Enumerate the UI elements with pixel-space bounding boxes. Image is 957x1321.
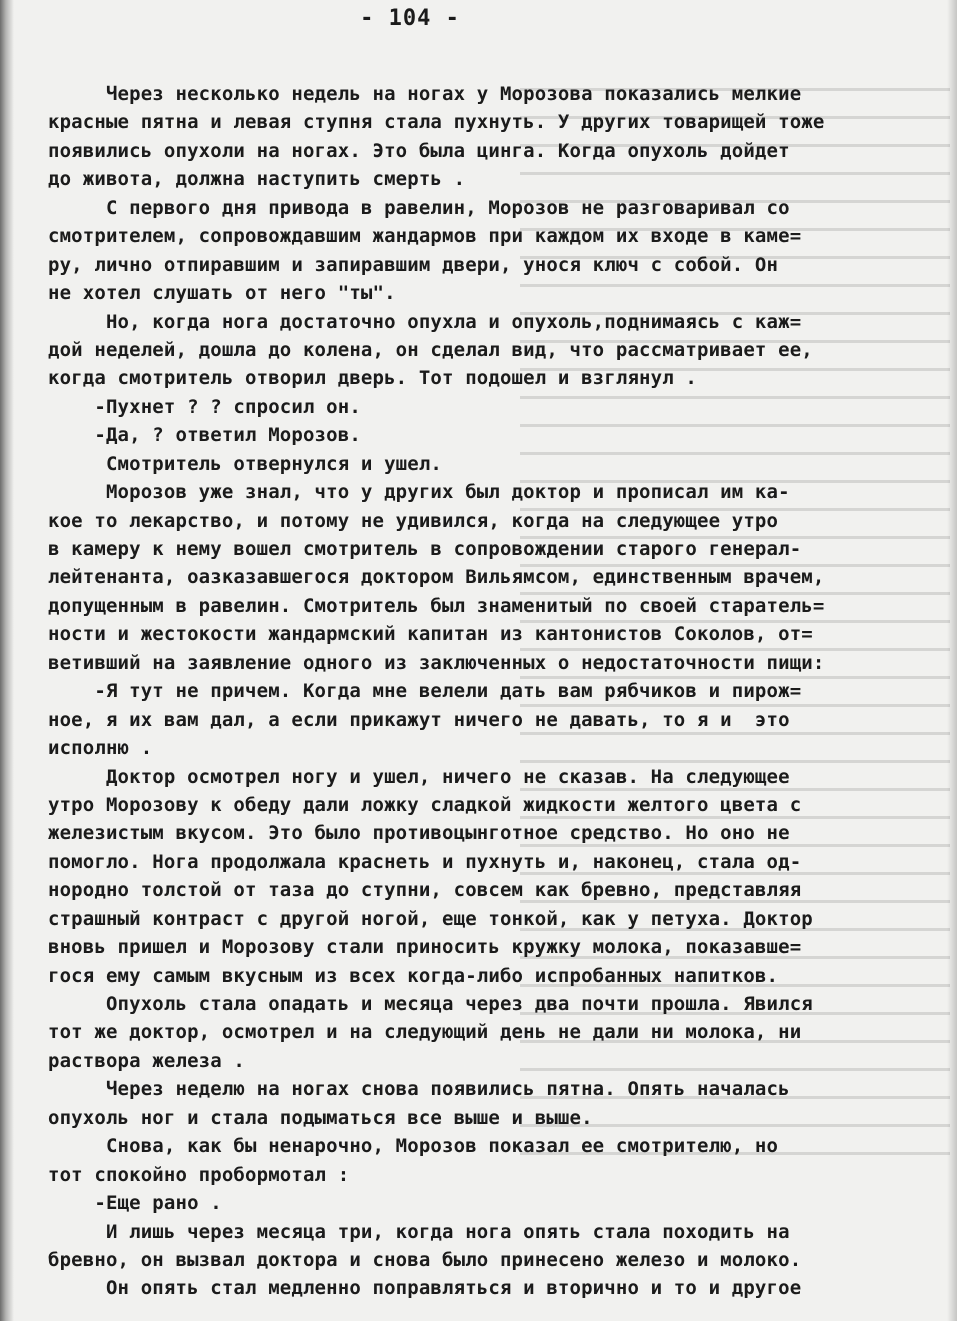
text-line: -Да, ? ответил Морозов. <box>48 424 361 447</box>
text-line: Смотритель отвернулся и ушел. <box>48 452 443 475</box>
text-line: допущенным в равелин. Смотритель был знаменитый по своей старатель= <box>48 594 825 617</box>
body-text <box>48 80 928 1303</box>
text-line: -Еще рано . <box>48 1192 222 1215</box>
page-number: - 104 - <box>360 6 460 31</box>
text-line: тот спокойно пробормотал : <box>48 1163 350 1186</box>
text-line: Он опять стал медленно поправляться и вторично и то и другое <box>48 1277 802 1300</box>
text-line: Морозов уже знал, что у других был доктор и прописал им ка- <box>48 481 790 504</box>
text-line: Через несколько недель на ногах у Морозова показались мелкие <box>48 83 802 105</box>
text-line: тот же доктор, осмотрел и на следующий день не дали ни молока, ни <box>48 1021 802 1044</box>
text-line: кое то лекарство, и потому не удивился, когда на следующее утро <box>48 509 779 532</box>
text-line: железистым вкусом. Это было противоцынготное средство. Но оно не <box>48 822 790 845</box>
text-line: ное, я их вам дал, а если прикажут ничего не давать, то я и это <box>48 708 790 731</box>
text-line: ности и жестокости жандармский капитан из кантонистов Соколов, от= <box>48 623 813 646</box>
text-line: когда смотритель отворил дверь. Тот подошел и взглянул . <box>48 367 697 390</box>
text-line: смотрителем, сопровождавшим жандармов при каждом их входе в каме= <box>48 225 802 248</box>
text-line: -Пухнет ? ? спросил он. <box>48 395 361 418</box>
text-line: раствора железа . <box>48 1049 246 1072</box>
text-line: ветивший на заявление одного из заключенных о недостаточности пищи: <box>48 651 825 674</box>
text-line: И лишь через месяца три, когда нога опять стала походить на <box>48 1220 790 1243</box>
text-line: дой неделей, дошла до колена, он сделал вид, что рассматривает ее, <box>48 338 813 361</box>
text-line: не хотел слушать от него "ты". <box>48 282 396 305</box>
text-line: исполню . <box>48 737 153 760</box>
text-line: гося ему самым вкусным из всех когда-либо испробанных напитков. <box>48 964 779 987</box>
text-line: Доктор осмотрел ногу и ушел, ничего не сказав. На следующее <box>48 765 790 788</box>
text-line: Через неделю на ногах снова появились пятна. Опять началась <box>48 1078 790 1101</box>
text-line: Но, когда нога достаточно опухла и опухоль,поднимаясь с каж= <box>48 310 802 333</box>
text-line: в камеру к нему вошел смотритель в сопровождении старого генерал- <box>48 538 802 560</box>
text-line: нородно толстой от таза до ступни, совсем как бревно, представляя <box>48 879 802 902</box>
text-line: ру, лично отпиравшим и запиравшим двери, унося ключ с собой. Он <box>48 253 779 276</box>
text-line: страшный контраст с другой ногой, еще тонкой, как у петуха. Доктор <box>48 907 813 930</box>
text-line: опухоль ног и стала подыматься все выше и выше. <box>48 1106 593 1129</box>
text-line: Снова, как бы ненарочно, Морозов показал ее смотрителю, но <box>48 1135 779 1158</box>
text-line: красные пятна и левая ступня стала пухнуть. У других товарищей тоже <box>48 111 825 134</box>
text-line: до живота, должна наступить смерть . <box>48 168 466 191</box>
text-line: бревно, он вызвал доктора и снова было принесено железо и молоко. <box>48 1248 802 1271</box>
text-line: появились опухоли на ногах. Это была цинга. Когда опухоль дойдет <box>48 139 790 162</box>
text-line: лейтенанта, оазказавшегося доктором Вильямсом, единственным врачем, <box>48 566 825 589</box>
text-line: помогло. Нога продолжала краснеть и пухнуть и, наконец, стала од- <box>48 850 802 873</box>
text-line: вновь пришел и Морозову стали приносить кружку молока, показавше= <box>48 936 802 959</box>
text-line: -Я тут не причем. Когда мне велели дать вам рябчиков и пирож= <box>48 680 802 703</box>
text-line: Опухоль стала опадать и месяца через два почти прошла. Явился <box>48 993 813 1015</box>
text-line: С первого дня привода в равелин, Морозов не разговаривал со <box>48 196 790 219</box>
text-line: утро Морозову к обеду дали ложку сладкой жидкости желтого цвета с <box>48 793 802 816</box>
